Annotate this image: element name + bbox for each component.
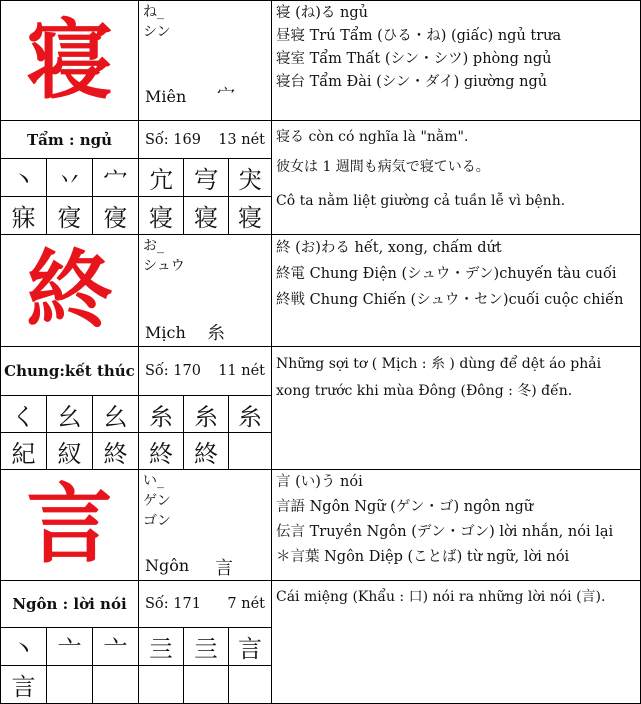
stroke-cell: 終 [138,432,184,470]
vocab-line: 昼寝 Trú Tẩm (ひる・ね) (giấc) ngủ trưa [276,28,562,44]
stroke-cell: 糸 [228,395,272,433]
kanji-stats [138,120,272,159]
stroke-cell: 言 [0,665,47,704]
main-kanji: 言 [0,469,139,581]
vocab-box [271,469,641,581]
stroke-cell: 宆 [183,158,229,197]
stroke-cell: 宊 [228,158,272,197]
on-reading: ゴン [143,513,171,529]
note-line: Cái miệng (Khẩu : 口) nói ra những lời nói (言). [276,589,606,605]
stroke-cell: 寑 [92,196,139,235]
stroke-cell: 終 [92,432,139,470]
kun-reading: ね_ [143,4,164,20]
vocab-box [271,0,641,121]
kanji-title: Chung:kết thúc [0,346,139,396]
stroke-cell-empty [46,665,93,704]
stroke-cell: 丷 [46,158,93,197]
stroke-cell-empty [228,432,272,470]
kanji-title: Tẩm : ngủ [0,120,139,159]
vocab-line: 寝 (ね)る ngủ [276,5,368,21]
stroke-cell: 亠 [92,627,139,666]
vocab-line: 終 (お)わる hết, xong, chấm dứt [276,240,502,256]
reading-box [138,0,272,121]
vocab-line: 終電 Chung Điện (シュウ・デン)chuyến tàu cuối [276,266,617,282]
vocab-line: ＊言葉 Ngôn Diệp (ことば) từ ngữ, lời nói [276,549,570,565]
main-kanji: 終 [0,234,139,347]
reading-box [138,469,272,581]
sino-reading: Mịch [145,323,186,342]
stroke-count: 11 nét [218,363,265,379]
kanji-number: Số: 170 [145,363,201,379]
stroke-cell: 宂 [138,158,184,197]
kanji-entry [0,469,641,704]
notes-box [271,346,641,470]
stroke-cell: 紁 [46,432,93,470]
stroke-cell: 宀 [92,158,139,197]
note-line: 彼女は 1 週間も病気で寝ている。 [276,159,490,175]
stroke-cell-empty [228,665,272,704]
stroke-count: 7 nét [227,596,265,612]
stroke-cell: 寝 [183,196,229,235]
vocab-box [271,234,641,347]
radical: 宀 [217,85,235,106]
vocab-line: 言 (い)う nói [276,474,363,490]
vocab-line: 伝言 Truyền Ngôn (デン・ゴン) lời nhắn, nói lại [276,524,614,540]
stroke-cell: 言 [228,627,272,666]
vocab-line: 寝台 Tẩm Đài (シン・ダイ) giường ngủ [276,74,548,90]
stroke-cell: 寝 [138,196,184,235]
stroke-cell-empty [183,665,229,704]
stroke-cell: 亖 [138,627,184,666]
notes-box [271,580,641,704]
stroke-cell: 丶 [0,158,47,197]
radical: 言 [215,558,233,579]
kanji-stats [138,346,272,396]
stroke-count: 13 nét [218,131,265,148]
on-reading: ゲン [143,493,171,509]
stroke-cell: 亠 [46,627,93,666]
kun-reading: い_ [143,473,164,489]
stroke-cell: 糸 [138,395,184,433]
sino-reading: Ngôn [145,556,190,575]
kanji-number: Số: 169 [145,131,201,148]
stroke-cell: 終 [183,432,229,470]
stroke-cell: 寐 [0,196,47,235]
sino-reading: Miên [145,87,187,106]
notes-box [271,120,641,235]
main-kanji: 寝 [0,0,139,121]
stroke-cell: 紀 [0,432,47,470]
stroke-cell: 糸 [183,395,229,433]
vocab-line: 寝室 Tẩm Thất (シン・シツ) phòng ngủ [276,51,552,67]
kanji-entry [0,0,641,235]
kanji-stats [138,580,272,628]
stroke-cell-empty [92,665,139,704]
on-reading: シン [143,24,171,40]
stroke-cell: 幺 [92,395,139,433]
stroke-cell: 寑 [46,196,93,235]
on-reading: シュウ [143,258,185,274]
kun-reading: お_ [143,238,164,254]
stroke-cell: く [0,395,47,433]
kanji-number: Số: 171 [145,596,201,612]
note-line: 寝る còn có nghĩa là "nằm". [276,129,469,145]
note-line: Những sợi tơ ( Mịch : 糸 ) dùng để dệt áo phải xong trước khi mùa Đông (Đông : 冬) đến. [276,356,602,399]
reading-box [138,234,272,347]
vocab-line: 言語 Ngôn Ngữ (ゲン・ゴ) ngôn ngữ [276,499,534,515]
kanji-title: Ngôn : lời nói [0,580,139,628]
note-line: Cô ta nằm liệt giường cả tuần lễ vì bệnh. [276,193,566,209]
radical: 糸 [207,323,225,344]
stroke-cell: 亖 [183,627,229,666]
stroke-cell: 幺 [46,395,93,433]
stroke-cell: 寝 [228,196,272,235]
kanji-entry [0,234,641,470]
stroke-cell: 丶 [0,627,47,666]
vocab-line: 終戦 Chung Chiến (シュウ・セン)cuối cuộc chiến [276,292,624,308]
stroke-cell-empty [138,665,184,704]
